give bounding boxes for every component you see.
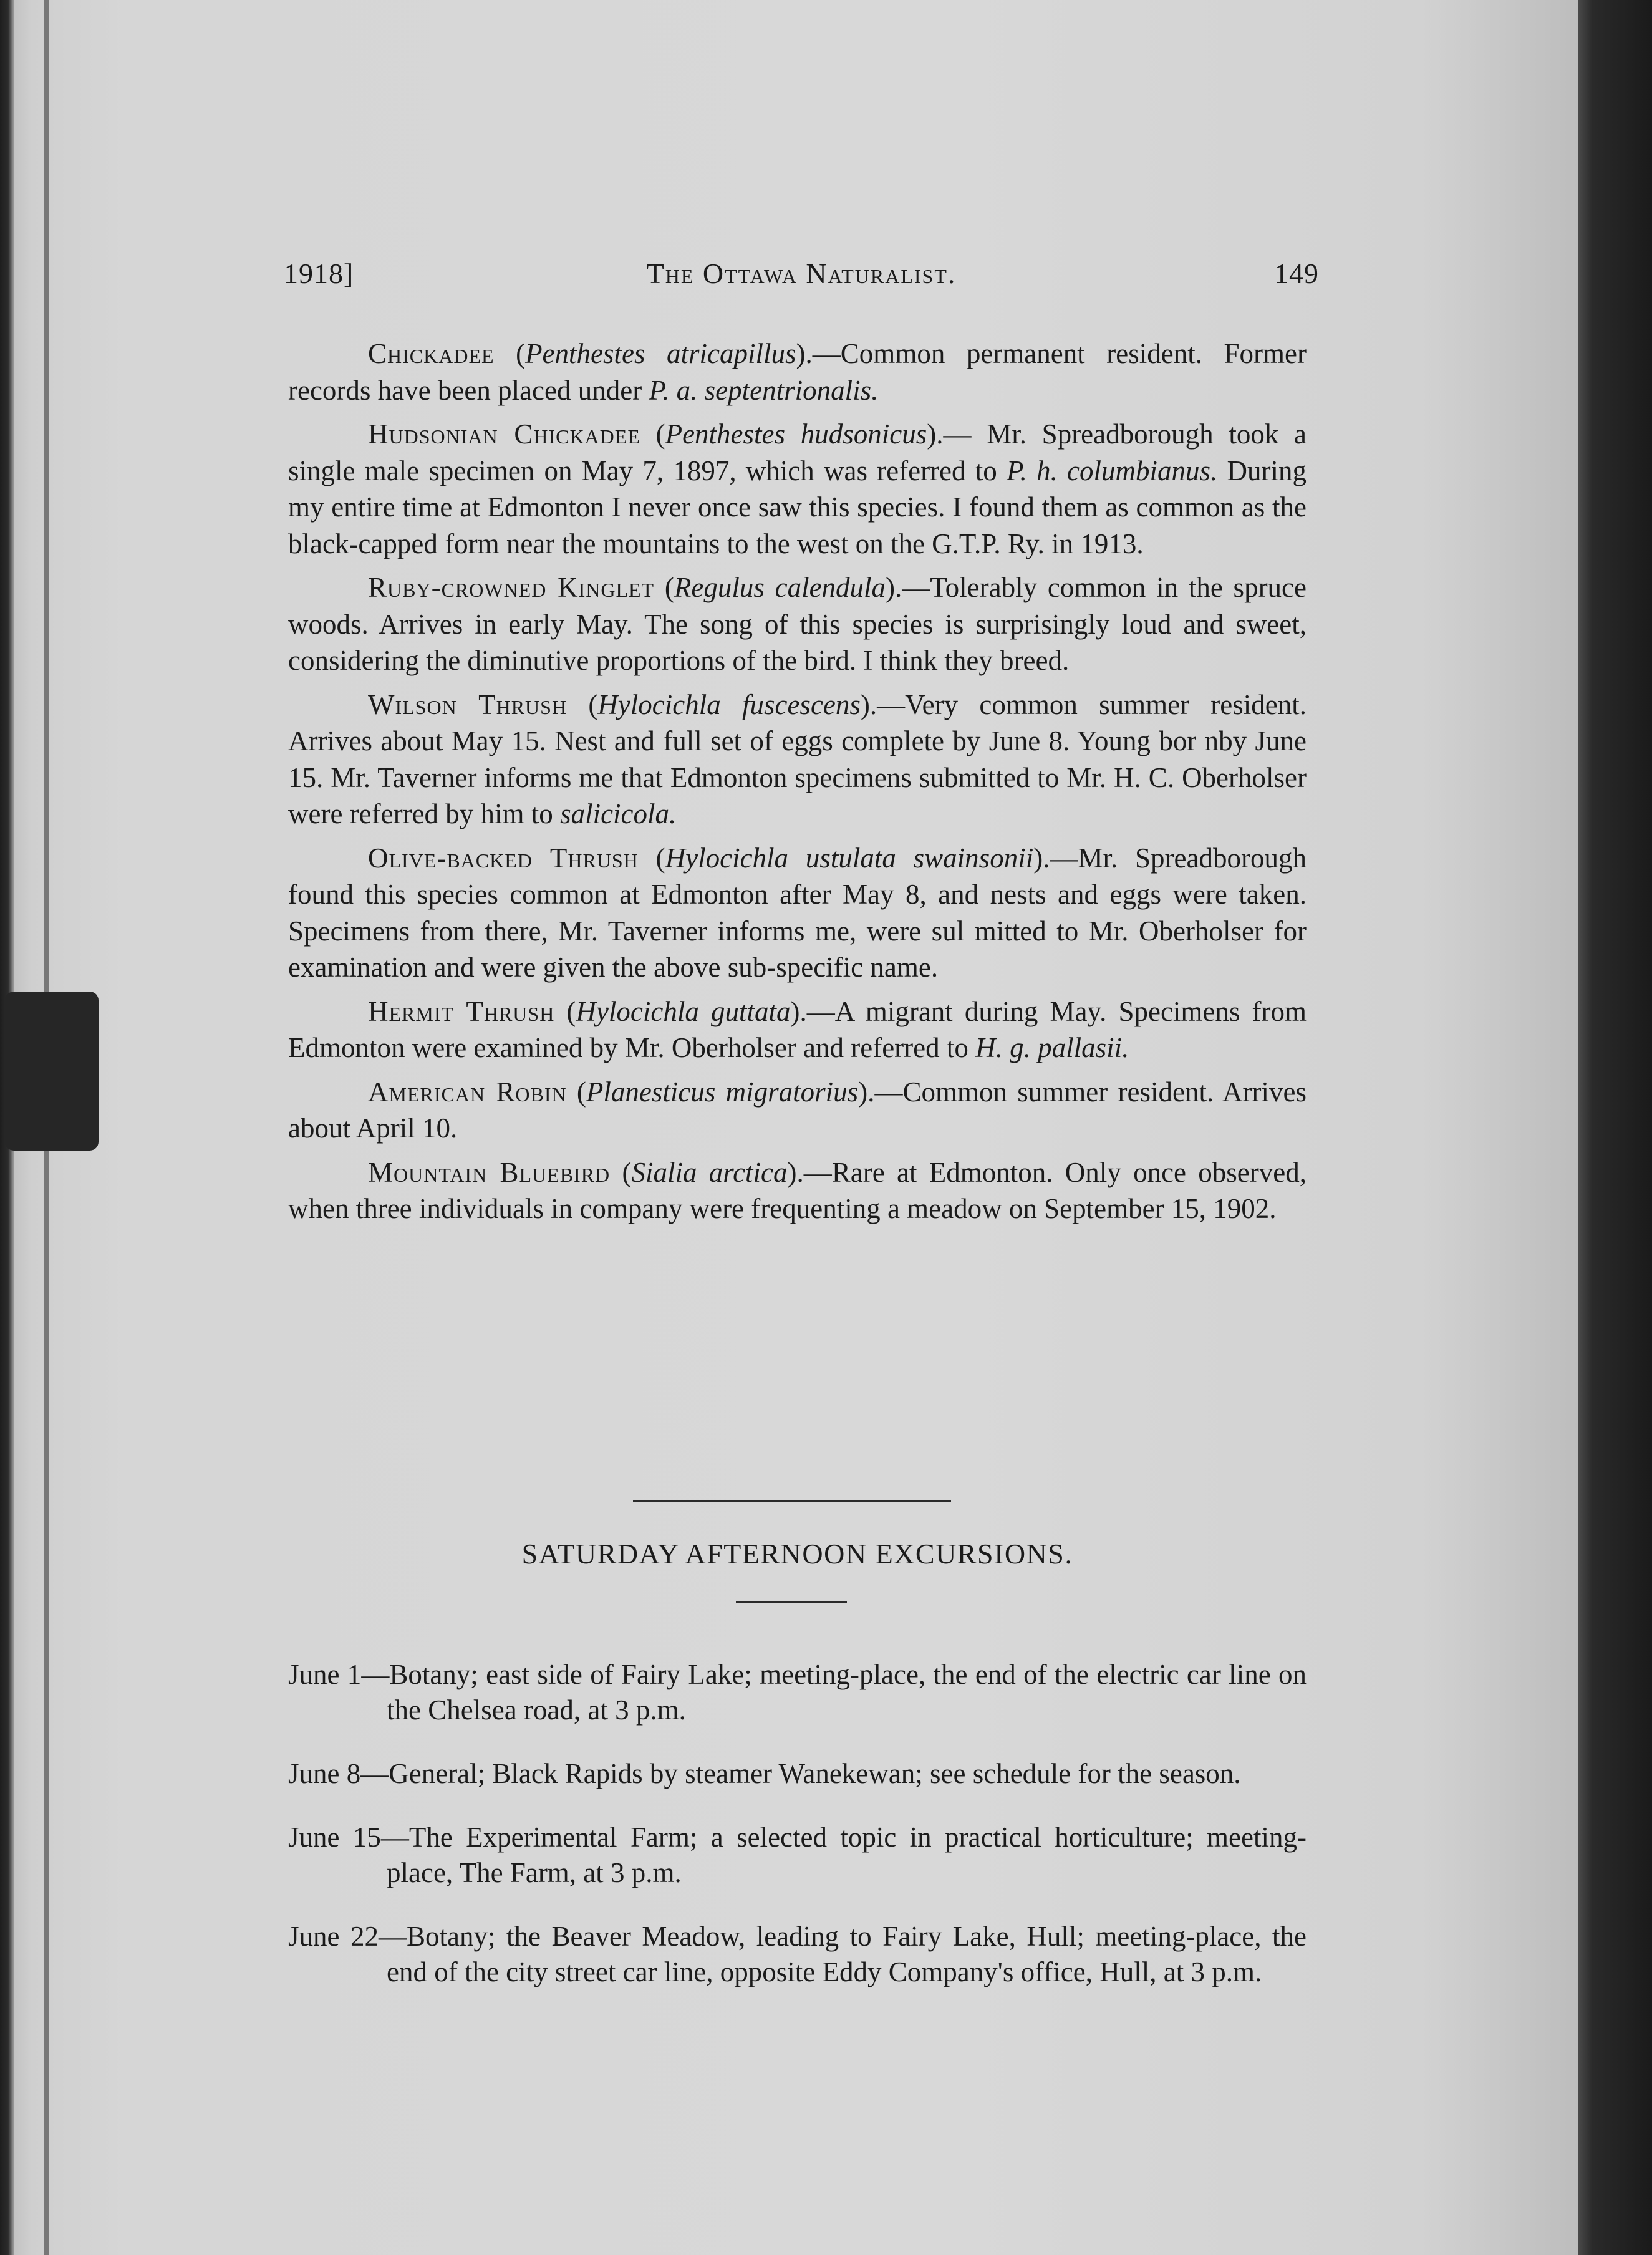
species-scientific-name: Hylocichla fuscescens [597,688,861,720]
excursion-item [288,1820,1307,1891]
excursion-date: June 22 [288,1921,379,1952]
running-header [284,257,1319,294]
species-list [288,336,1307,1235]
species-entry: Ruby-crowned Kinglet (Regulus calendula).—Tolerably common in the spruce woods. Arrives in early May. The song of this species is surprisingly loud and sweet, considering the diminutive proportions of the bird. I think they breed. [288,572,1307,676]
species-scientific-name: Penthestes hudsonicus [665,418,927,450]
species-common-name: American Robin [368,1076,567,1108]
species-common-name: Olive-backed Thrush [368,842,639,874]
species-scientific-name: Regulus calendula [674,572,886,603]
species-scientific-name: Planesticus migratorius [586,1076,859,1108]
species-entry: Mountain Bluebird (Sialia arctica).—Rare at Edmonton. Only once observed, when three individuals in company were frequenting a meadow on September 15, 1902. [288,1156,1307,1224]
section-title: SATURDAY AFTERNOON EXCURSIONS. [521,1538,1073,1570]
species-notes: —Mr. Spreadborough found this species common at Edmonton after May 8, and nests and eggs were taken. Specimens from there, Mr. Taverner informs me, were sul mitted to Mr. Oberholser for examination and were given the above sub-specific name. [288,842,1307,983]
species-scientific-name: Hylocichla ustulata swainsonii [665,842,1034,874]
species-entry: Hudsonian Chickadee (Penthestes hudsonicus).— Mr. Spreadborough took a single male specimen on May 7, 1897, which was referred to P. h. columbianus. During my entire time at Edmonton I never once saw this species. I found them as common as the black-capped form near the mountains to the west on the G.T.P. Ry. in 1913. [288,418,1307,559]
excursion-date: June 15 [288,1822,381,1853]
section-divider [633,1500,951,1502]
excursion-details: —The Experimental Farm; a selected topic in practical horticulture; meeting-place, The Farm, at 3 p.m. [380,1822,1307,1888]
excursion-date: June 8 [288,1758,361,1789]
species-entry: Chickadee (Penthestes atricapillus).—Common permanent resident. Former records have been placed under P. a. septentrionalis. [288,338,1307,406]
excursion-date: June 1 [288,1659,362,1690]
excursion-item [288,1919,1307,1990]
scan-edge-shadow [1578,0,1652,2255]
species-entry: Olive-backed Thrush (Hylocichla ustulata swainsonii).—Mr. Spreadborough found this species common at Edmonton after May 8, and nests and eggs were taken. Specimens from there, Mr. Taverner informs me, were sul mitted to Mr. Oberholser for examination and were given the above sub-specific name. [288,842,1307,983]
species-common-name: Hermit Thrush [368,995,555,1027]
species-entry: Wilson Thrush (Hylocichla fuscescens).—Very common summer resident. Arrives about May 15. Nest and full set of eggs complete by June 8. Young bor nby June 15. Mr. Taverner informs me that Edmonton specimens submitted to Mr. H. C. Oberholser were referred by him to salicicola. [288,688,1307,829]
species-entry: American Robin (Planesticus migratorius).—Common summer resident. Arrives about April 10. [288,1076,1307,1144]
species-common-name: Hudsonian Chickadee [368,418,640,450]
species-common-name: Mountain Bluebird [368,1156,611,1188]
species-notes: —Common permanent resident. Former records have been placed under [288,338,1307,406]
species-notes: —Rare at Edmonton. Only once observed, when three individuals in company were frequenting a meadow on September 15, 1902. [288,1156,1307,1224]
species-notes: —Very common summer resident. Arrives about May 15. Nest and full set of eggs complete by June 8. Young bor nby June 15. Mr. Taverner informs me that Edmonton specimens submitted to Mr. H. C. Oberholser were referred by him to [288,688,1307,829]
species-common-name: Wilson Thrush [368,688,568,720]
species-notes: —Common summer resident. Arrives about April 10. [288,1076,1307,1144]
excursion-item [288,1756,1307,1792]
species-entry: Hermit Thrush (Hylocichla guttata).—A migrant during May. Specimens from Edmonton were examined by Mr. Oberholser and referred to H. g. pallasii. [288,995,1307,1063]
species-common-name: Chickadee [368,338,495,369]
species-notes: —Tolerably common in the spruce woods. Arrives in early May. The song of this species is surprisingly loud and sweet, considering the diminutive proportions of the bird. I think they breed. [288,572,1307,676]
excursion-details: —Botany; the Beaver Meadow, leading to Fairy Lake, Hull; meeting-place, the end of the city street car line, opposite Eddy Company's office, Hull, at 3 p.m. [379,1921,1307,1987]
species-scientific-name: Penthestes atricapillus [525,338,796,369]
excursion-details: —Botany; east side of Fairy Lake; meeting-place, the end of the electric car line on the Chelsea road, at 3 p.m. [361,1659,1307,1726]
section-title-underline [736,1601,847,1603]
page-number: 149 [1274,258,1319,289]
species-notes: —A migrant during May. Specimens from Edmonton were examined by Mr. Oberholser and referred to [288,995,1307,1063]
species-notes: — Mr. Spreadborough took a single male specimen on May 7, 1897, which was referred to [288,418,1307,486]
species-scientific-name: Hylocichla guttata [576,995,791,1027]
header-journal-title: The Ottawa Naturalist. [646,258,957,289]
species-scientific-name: Sialia arctica [631,1156,788,1188]
binding-mark [5,992,99,1151]
excursion-details: —General; Black Rapids by steamer Wanekewan; see schedule for the season. [360,1758,1241,1789]
excursion-item [288,1657,1307,1728]
excursion-list [288,1629,1307,1997]
header-year: 1918] [284,258,354,289]
species-common-name: Ruby-crowned Kinglet [368,572,655,603]
